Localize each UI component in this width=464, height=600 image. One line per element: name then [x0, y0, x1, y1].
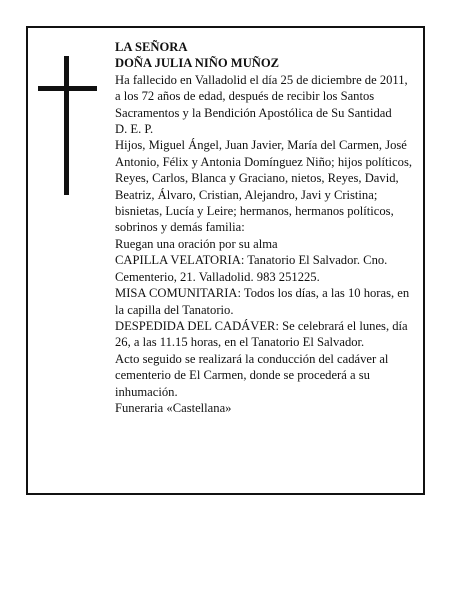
mass-info: MISA COMUNITARIA: Todos los días, a las 10 horas, en la capilla del Tanatorio. [115, 286, 410, 317]
dep-text: D. E. P. [115, 122, 154, 137]
cross-horizontal-bar [38, 86, 97, 91]
deceased-name: DOÑA JULIA NIÑO MUÑOZ [115, 56, 280, 71]
chapel-info: CAPILLA VELATORIA: Tanatorio El Salvador. Cno. Cementerio, 21. Valladolid. 983 251225. [115, 253, 388, 284]
prayer-request: Ruegan una oración por su alma [115, 236, 278, 251]
funeral-home: Funeraria «Castellana» [115, 400, 232, 415]
family-list: Hijos, Miguel Ángel, Juan Javier, María del Carmen, José Antonio, Félix y Antonia Domínguez Niño; hijos políticos, Reyes, Carlos, Blanca y Graciano, nietos, Reyes, David, Beatriz, Álvaro, Cristian, Alejandro, Javi y Cristina; bisnietas, Lucía y Leire; hermanos, hermanos políticos, sobrinos y demás familia: [115, 138, 412, 235]
burial-info: Acto seguido se realizará la conducción del cadáver al cementerio de El Carmen, donde se procederá a su inhumación. [115, 351, 389, 399]
heading-title: LA SEÑORA [115, 40, 188, 54]
death-info: Ha fallecido en Valladolid el día 25 de diciembre de 2011, a los 72 años de edad, después de recibir los Santos Sacramentos y la Bendición Apostólica de Su Santidad [115, 72, 408, 120]
farewell-info: DESPEDIDA DEL CADÁVER: Se celebrará el lunes, día 26, a las 11.15 horas, en el Tanatorio El Salvador. [115, 318, 408, 350]
obituary-text [115, 39, 415, 416]
cross-vertical-bar [64, 56, 69, 195]
